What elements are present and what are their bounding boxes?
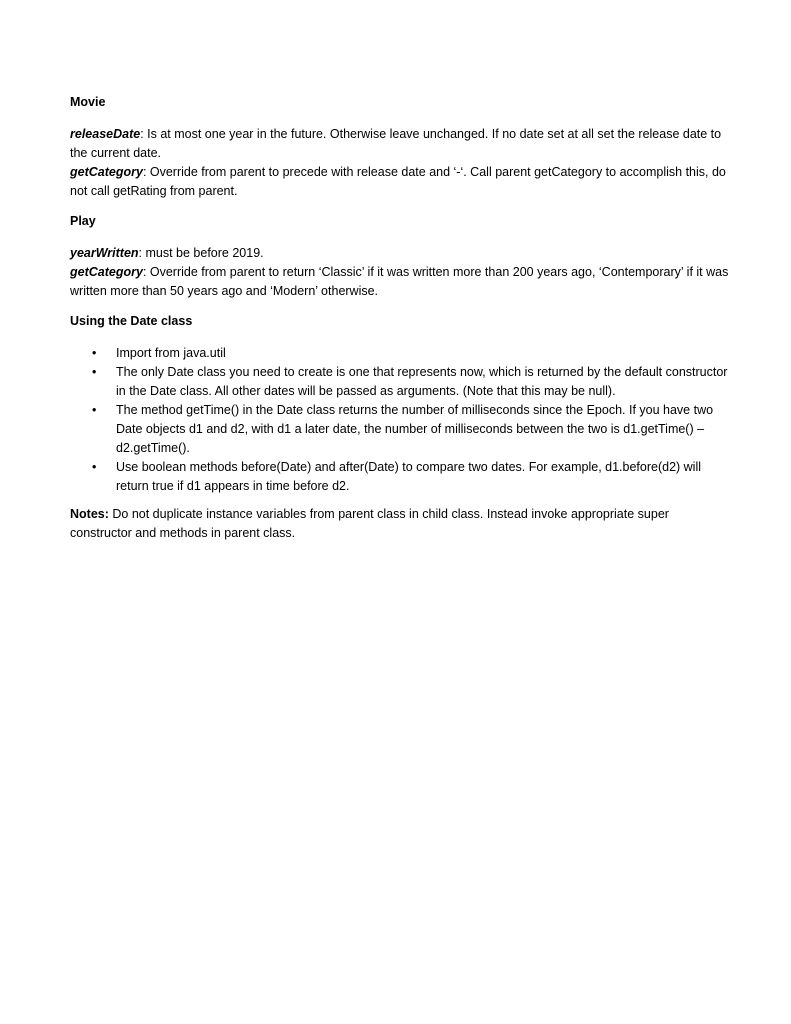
movie-release-date-paragraph bbox=[70, 125, 730, 163]
spacer bbox=[70, 231, 730, 244]
spacer bbox=[70, 301, 730, 310]
spacer bbox=[70, 201, 730, 210]
bullet-text: Import from java.util bbox=[116, 346, 226, 360]
notes-paragraph bbox=[70, 505, 730, 543]
spacer bbox=[70, 331, 730, 344]
play-get-category-paragraph bbox=[70, 263, 730, 301]
bullet-text: Use boolean methods before(Date) and after(Date) to compare two dates. For example, d1.before(d2) will return true if d1 appears in time before d2. bbox=[116, 460, 702, 493]
year-written-description: : must be before 2019. bbox=[138, 246, 264, 260]
document-page bbox=[70, 91, 730, 543]
bullet-icon: • bbox=[92, 346, 97, 360]
movie-get-category-paragraph bbox=[70, 163, 730, 201]
spacer bbox=[70, 112, 730, 125]
play-year-written-paragraph bbox=[70, 244, 730, 263]
spacer bbox=[70, 496, 730, 505]
list-item bbox=[70, 401, 730, 458]
date-class-bullet-list bbox=[70, 344, 730, 496]
bullet-icon: • bbox=[92, 365, 97, 379]
bullet-icon: • bbox=[92, 460, 97, 474]
year-written-term: yearWritten bbox=[70, 246, 139, 260]
bullet-text: The only Date class you need to create is one that represents now, which is returned by the default constructor in the Date class. All other dates will be passed as arguments. (Note that this may be null). bbox=[116, 365, 728, 398]
movie-get-category-description: : Override from parent to precede with release date and ‘-‘. Call parent getCategory to accomplish this, do not call getRating from parent. bbox=[70, 165, 726, 198]
bullet-text: The method getTime() in the Date class returns the number of milliseconds since the Epoch. If you have two Date objects d1 and d2, with d1 a later date, the number of milliseconds between the two is d1.getTime() – d2.getTime(). bbox=[116, 403, 714, 455]
release-date-term: releaseDate bbox=[70, 127, 141, 141]
notes-text: Do not duplicate instance variables from parent class in child class. Instead invoke appropriate super constructor and methods in parent class. bbox=[70, 507, 669, 540]
play-get-category-description: : Override from parent to return ‘Classic’ if it was written more than 200 years ago, ‘Contemporary’ if it was written more than 50 years ago and ‘Modern’ otherwise. bbox=[70, 265, 729, 298]
date-class-heading: Using the Date class bbox=[70, 314, 193, 328]
play-get-category-term: getCategory bbox=[70, 265, 143, 279]
play-heading: Play bbox=[70, 214, 96, 228]
list-item bbox=[70, 458, 730, 496]
movie-get-category-term: getCategory bbox=[70, 165, 143, 179]
list-item bbox=[70, 344, 730, 363]
bullet-icon: • bbox=[92, 403, 97, 417]
list-item bbox=[70, 363, 730, 401]
release-date-description: : Is at most one year in the future. Otherwise leave unchanged. If no date set at all set the release date to the current date. bbox=[70, 127, 722, 160]
movie-heading: Movie bbox=[70, 95, 106, 109]
notes-label: Notes: bbox=[70, 507, 109, 521]
